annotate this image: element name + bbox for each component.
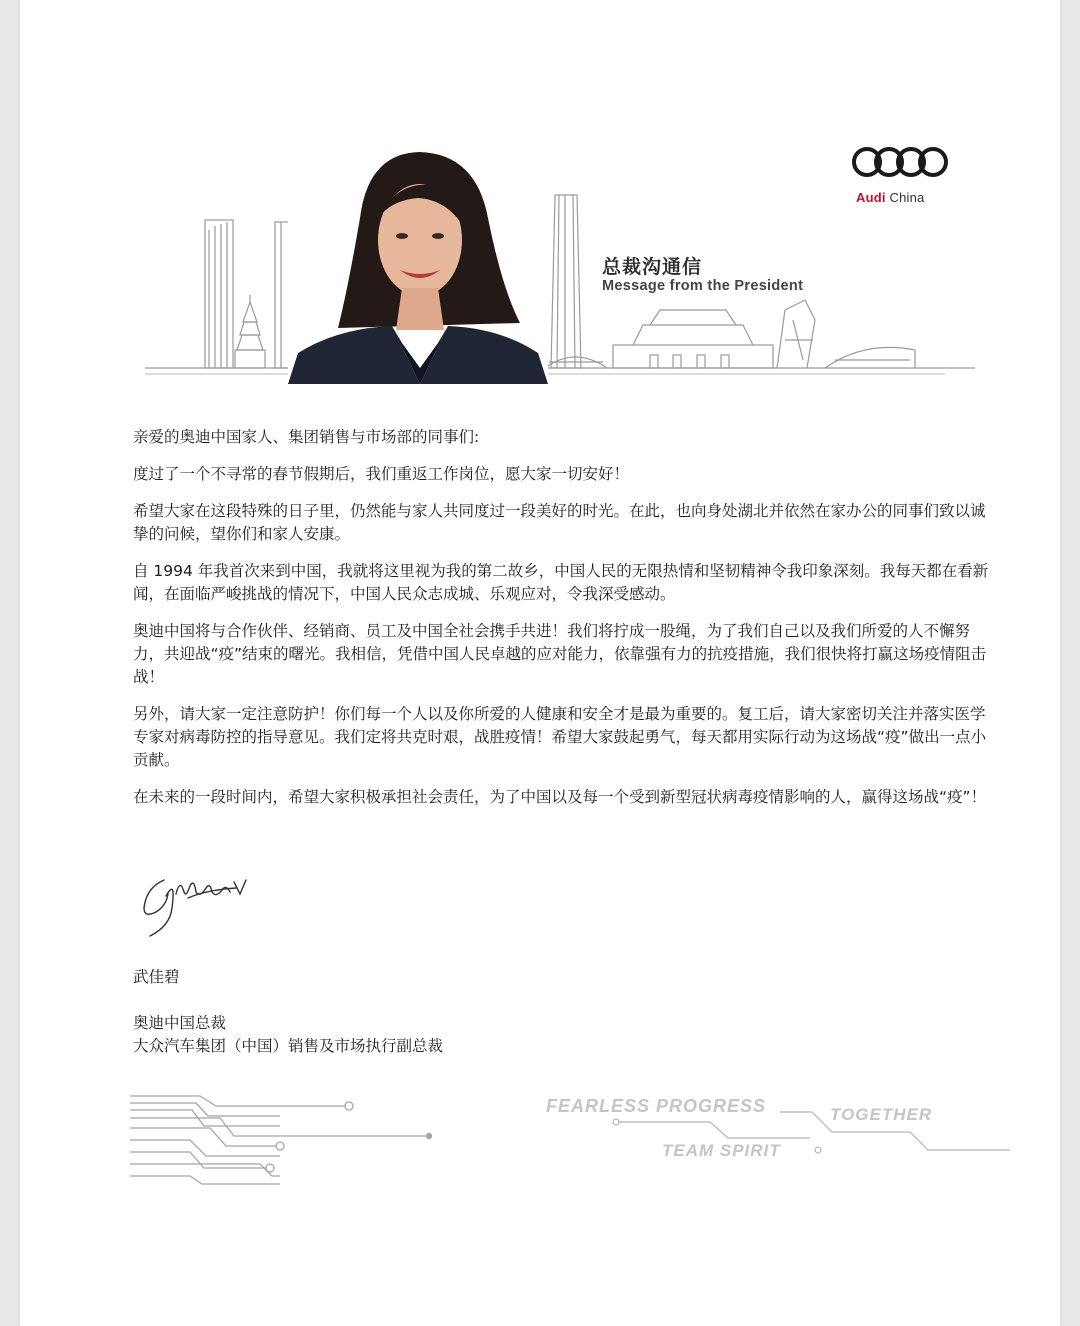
signer-titles — [133, 1012, 443, 1058]
signer-title: 大众汽车集团（中国）销售及市场执行副总裁 — [133, 1037, 444, 1055]
signer-title: 奥迪中国总裁 — [133, 1014, 227, 1032]
paragraph: 希望大家在这段特殊的日子里，仍然能与家人共同度过一段美好的时光。在此，也向身处湖北并依然在家办公的同事们致以诚挚的问候，望你们和家人安康。 — [133, 502, 986, 543]
beijing-skyline-illustration — [145, 150, 980, 385]
paragraph: 奥迪中国将与合作伙伴、经销商、员工及中国全社会携手共进！我们将拧成一股绳，为了我们自己以及我们所爱的人不懈努力，共迎战“疫”结束的曙光。我相信，凭借中国人民卓越的应对能力，依靠强有力的抗疫措施，我们很快将打赢这场疫情阻击战！ — [133, 622, 987, 686]
letter-page — [20, 0, 1060, 1326]
president-portrait — [288, 148, 548, 384]
paragraph: 另外，请大家一定注意防护！你们每一个人以及你所爱的人健康和安全才是最为重要的。复工后，请大家密切关注并落实医学专家对病毒防控的指导意见。我们定将共克时艰，战胜疫情！希望大家鼓起勇气，每天都用实际行动为这场战“疫”做出一点小贡献。 — [133, 705, 987, 769]
paragraph: 自 1994 年我首次来到中国，我就将这里视为我的第二故乡，中国人民的无限热情和坚韧精神令我印象深刻。我每天都在看新闻，在面临严峻挑战的情况下，中国人民众志成城、乐观应对，令我深受感动。 — [133, 562, 989, 603]
handwritten-signature-icon — [136, 868, 266, 940]
header-title-cn: 总裁沟通信 — [602, 256, 703, 278]
paragraph: 度过了一个不寻常的春节假期后，我们重返工作岗位，愿大家一切安好！ — [133, 465, 630, 483]
brand-name: Audi — [856, 190, 886, 205]
slogan-together: TOGETHER — [830, 1105, 933, 1124]
salutation: 亲爱的奥迪中国家人、集团销售与市场部的同事们: — [133, 428, 480, 446]
brand-caption — [856, 190, 924, 205]
signer-name: 武佳碧 — [133, 968, 180, 986]
letter-body — [133, 426, 993, 823]
header-title-en: Message from the President — [602, 278, 804, 294]
slogan-fearless-progress: FEARLESS PROGRESS — [546, 1096, 767, 1116]
audi-four-rings-icon — [850, 145, 950, 181]
circuit-lines-decoration — [130, 1088, 440, 1193]
slogan-team-spirit: TEAM SPIRIT — [662, 1141, 781, 1160]
slogans-graphic — [540, 1088, 1020, 1178]
paragraph: 在未来的一段时间内，希望大家积极承担社会责任，为了中国以及每一个受到新型冠状病毒疫情影响的人，赢得这场战“疫”！ — [133, 788, 987, 806]
brand-region: China — [885, 190, 925, 205]
